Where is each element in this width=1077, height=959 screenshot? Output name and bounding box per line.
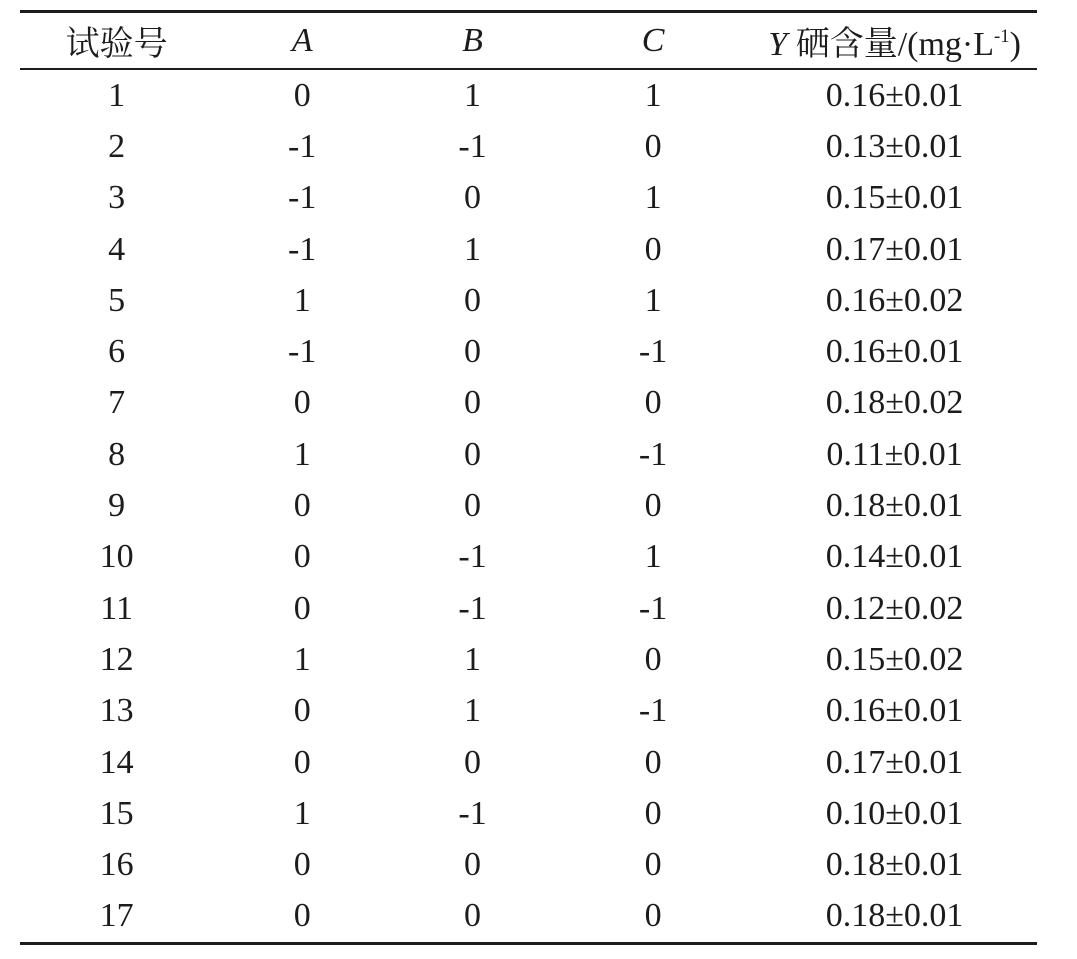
table-row [20, 69, 1037, 121]
cell-factor-c: -1 [638, 589, 668, 627]
cell-factor-b: 0 [464, 281, 482, 319]
table-row [20, 788, 1037, 839]
table-row [20, 839, 1037, 890]
cell-factor-a: -1 [288, 333, 317, 371]
cell-selenium-content: 0.17±0.01 [825, 230, 964, 268]
cell-factor-a: 0 [293, 897, 311, 935]
cell-trial-number: 8 [108, 435, 126, 473]
table-row [20, 173, 1037, 224]
cell-trial-number: 11 [100, 589, 133, 627]
col-header-factor-c: C [554, 12, 752, 70]
table-row [20, 532, 1037, 583]
cell-factor-b: 0 [464, 846, 482, 884]
header-row [20, 12, 1037, 70]
table-row [20, 121, 1037, 172]
cell-factor-c: 0 [644, 487, 662, 525]
cell-factor-b: 0 [464, 179, 482, 217]
cell-trial-number: 1 [108, 76, 126, 114]
cell-factor-c: 1 [644, 281, 662, 319]
cell-factor-a: 1 [293, 281, 311, 319]
cell-selenium-content: 0.18±0.01 [825, 897, 964, 935]
cell-factor-c: 0 [644, 640, 662, 678]
cell-factor-a: 1 [293, 794, 311, 832]
cell-selenium-content: 0.11±0.01 [826, 435, 963, 473]
col-header-factor-b: B [391, 12, 554, 70]
cell-factor-b: 1 [464, 230, 482, 268]
cell-factor-a: -1 [288, 127, 317, 165]
cell-factor-a: 1 [293, 435, 311, 473]
cell-factor-a: -1 [288, 230, 317, 268]
cell-factor-b: -1 [458, 538, 487, 576]
table-row [20, 224, 1037, 275]
cell-selenium-content: 0.17±0.01 [825, 743, 964, 781]
cell-factor-c: 1 [644, 179, 662, 217]
cell-factor-a: 0 [293, 846, 311, 884]
col-header-response-y [752, 12, 1037, 70]
col-header-trial-number: 试验号 [20, 12, 213, 70]
cell-factor-b: -1 [458, 127, 487, 165]
cell-factor-c: 0 [644, 743, 662, 781]
cell-factor-a: 0 [293, 538, 311, 576]
cell-trial-number: 10 [99, 538, 134, 576]
cell-factor-c: -1 [638, 435, 668, 473]
cell-trial-number: 14 [99, 743, 134, 781]
cell-factor-a: 0 [293, 384, 311, 422]
table-row [20, 275, 1037, 326]
cell-selenium-content: 0.12±0.02 [825, 589, 964, 627]
cell-selenium-content: 0.16±0.01 [825, 333, 964, 371]
cell-selenium-content: 0.13±0.01 [825, 127, 964, 165]
cell-trial-number: 13 [99, 692, 134, 730]
cell-trial-number: 17 [99, 897, 134, 935]
y-unit-superscript: -1 [994, 25, 1010, 47]
cell-factor-a: 0 [293, 487, 311, 525]
cell-factor-b: 0 [464, 435, 482, 473]
cell-selenium-content: 0.18±0.01 [825, 846, 964, 884]
cell-selenium-content: 0.18±0.02 [825, 384, 964, 422]
cell-trial-number: 2 [108, 127, 126, 165]
cell-factor-c: 0 [644, 127, 662, 165]
cell-factor-c: 0 [644, 897, 662, 935]
cell-factor-c: 0 [644, 230, 662, 268]
y-unit-close-paren: ) [1009, 26, 1021, 63]
table-row [20, 480, 1037, 531]
cell-factor-b: -1 [458, 589, 487, 627]
table-row [20, 634, 1037, 685]
cell-trial-number: 7 [108, 384, 126, 422]
cell-trial-number: 5 [108, 281, 126, 319]
cell-selenium-content: 0.16±0.01 [825, 76, 964, 114]
cell-selenium-content: 0.15±0.02 [825, 640, 964, 678]
cell-factor-c: -1 [638, 333, 668, 371]
cell-factor-b: 0 [464, 333, 482, 371]
y-unit-label: 硒含量/(mg·L [787, 26, 995, 63]
cell-factor-a: 0 [293, 743, 311, 781]
experiment-table-wrap [20, 10, 1037, 945]
cell-factor-b: 1 [464, 640, 482, 678]
cell-factor-a: 1 [293, 640, 311, 678]
cell-factor-a: 0 [293, 692, 311, 730]
cell-factor-c: 0 [644, 384, 662, 422]
cell-factor-b: 0 [464, 384, 482, 422]
cell-selenium-content: 0.16±0.01 [825, 692, 964, 730]
cell-factor-b: 1 [464, 692, 482, 730]
cell-factor-a: 0 [293, 589, 311, 627]
cell-factor-a: -1 [288, 179, 317, 217]
table-row [20, 583, 1037, 634]
cell-factor-c: 1 [644, 76, 662, 114]
cell-trial-number: 12 [99, 640, 134, 678]
cell-selenium-content: 0.16±0.02 [825, 281, 964, 319]
table-row [20, 429, 1037, 480]
cell-factor-b: 1 [464, 76, 482, 114]
cell-factor-b: 0 [464, 897, 482, 935]
cell-trial-number: 16 [99, 846, 134, 884]
col-header-factor-a: A [213, 12, 391, 70]
cell-trial-number: 4 [108, 230, 126, 268]
cell-selenium-content: 0.10±0.01 [825, 794, 964, 832]
cell-factor-c: 1 [644, 538, 662, 576]
cell-trial-number: 6 [108, 333, 126, 371]
cell-factor-a: 0 [293, 76, 311, 114]
cell-trial-number: 9 [108, 487, 126, 525]
cell-selenium-content: 0.15±0.01 [825, 179, 964, 217]
cell-factor-b: 0 [464, 743, 482, 781]
y-variable-symbol: Y [768, 26, 788, 63]
cell-selenium-content: 0.14±0.01 [825, 538, 964, 576]
experiment-design-table [20, 10, 1037, 945]
table-row [20, 378, 1037, 429]
cell-factor-c: 0 [644, 794, 662, 832]
cell-factor-b: -1 [458, 794, 487, 832]
cell-selenium-content: 0.18±0.01 [825, 487, 964, 525]
table-body [20, 69, 1037, 944]
table-row [20, 737, 1037, 788]
table-row [20, 686, 1037, 737]
cell-factor-c: -1 [638, 692, 668, 730]
cell-trial-number: 15 [99, 794, 134, 832]
table-row [20, 891, 1037, 944]
cell-factor-b: 0 [464, 487, 482, 525]
cell-trial-number: 3 [108, 179, 126, 217]
cell-factor-c: 0 [644, 846, 662, 884]
table-row [20, 326, 1037, 377]
